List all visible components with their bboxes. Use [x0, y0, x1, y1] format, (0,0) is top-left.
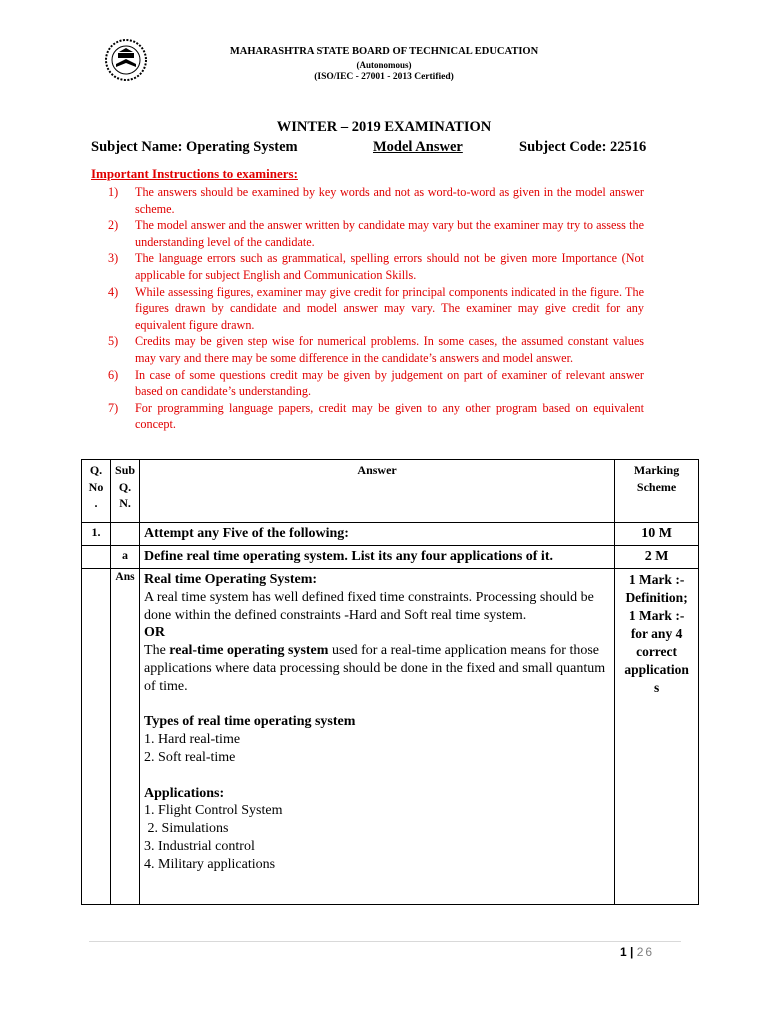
instruction-text: Credits may be given step wise for numerical problems. In some cases, the assumed constant values may vary and there may be some difference in the candidate’s answers and model answer. [135, 334, 644, 365]
answer-title: Real time Operating System: [144, 572, 318, 587]
answer-paragraph [144, 642, 610, 695]
header-sub-q: Sub Q. N. [111, 460, 140, 523]
header-answer: Answer [140, 460, 615, 523]
question-marks: 10 M [615, 523, 699, 546]
marking-line: 1 Mark :- [628, 608, 685, 623]
list-item: 1. Hard real-time [144, 732, 241, 748]
instruction-number: 5) [108, 334, 119, 349]
paragraph-text: The [144, 643, 170, 659]
marking-line: 1 Mark :- [628, 572, 685, 587]
marking-line: application [624, 662, 689, 677]
instruction-item [108, 250, 644, 283]
empty-cell [82, 546, 111, 569]
question-number: 1. [82, 523, 111, 546]
instruction-number: 1) [108, 185, 119, 199]
marking-scheme-content [615, 569, 699, 905]
instruction-text: The answers should be examined by key words and not as word-to-word as given in the model answer scheme. [135, 185, 644, 216]
instruction-item [108, 333, 644, 366]
paragraph-text: used for a real-time application means for those applications where data processing should be done in the fixed and small quantum of time. [144, 643, 606, 694]
instruction-text: In case of some questions credit may be given by judgement on part of examiner of relevant answer based on candidate’s understanding. [135, 367, 644, 399]
table-row [82, 569, 699, 905]
total-pages: 26 [636, 945, 655, 959]
instruction-number: 4) [108, 284, 119, 299]
paragraph-emphasis: real-time operating system [169, 643, 329, 659]
question-text: Attempt any Five of the following: [140, 523, 615, 546]
answer-content [140, 569, 615, 905]
footer-divider [89, 941, 681, 942]
answer-paragraph: A real time system has well defined fixed time constraints. Processing should be done within the defined constraints -Hard and Soft real time system. [144, 589, 594, 623]
sub-question-marks: 2 M [615, 546, 699, 569]
instruction-item [108, 217, 644, 250]
page-separator: | [630, 945, 634, 959]
exam-title: WINTER – 2019 EXAMINATION [276, 119, 492, 135]
sub-question-label: a [111, 546, 140, 569]
instruction-text: The model answer and the answer written by candidate may vary but the examiner may try to assess the understanding level of the candidate. [135, 218, 644, 249]
instructions-list [108, 184, 644, 433]
instruction-text: The language errors such as grammatical, spelling errors should not be given more Importance (Not applicable for subject English and Communication Skills. [135, 251, 644, 282]
autonomous-label: (Autonomous) [356, 60, 412, 70]
list-item: 3. Industrial control [144, 838, 255, 854]
instruction-number: 3) [108, 251, 119, 266]
instruction-item [108, 367, 644, 400]
marking-line: s [653, 680, 660, 695]
answer-table [81, 459, 699, 905]
header-marking-scheme: Marking Scheme [615, 460, 699, 523]
instruction-item [108, 400, 644, 433]
applications-title: Applications: [144, 785, 225, 801]
header-q-no: Q. No . [82, 460, 111, 523]
board-name: MAHARASHTRA STATE BOARD OF TECHNICAL EDUCATION [229, 46, 539, 57]
instruction-text: For programming language papers, credit may be given to any other program based on equivalent concept. [135, 400, 644, 432]
instructions-title: Important Instructions to examiners: [91, 166, 298, 181]
list-item: 2. Simulations [144, 821, 229, 837]
list-item: 2. Soft real-time [144, 749, 236, 765]
instruction-number: 7) [108, 400, 119, 415]
subject-code: Subject Code: 22516 [519, 139, 647, 155]
or-separator: OR [144, 625, 166, 641]
instruction-text: While assessing figures, examiner may give credit for principal components indicated in the figure. The figures drawn by candidate and model answer may vary. The examiner may give credit for any equivalent figure drawn. [135, 284, 644, 332]
page-number [620, 945, 654, 959]
model-answer-label: Model Answer [373, 139, 463, 155]
current-page: 1 [620, 945, 627, 959]
empty-cell [82, 569, 111, 905]
marking-line: Definition; [625, 590, 688, 605]
instruction-item [108, 284, 644, 334]
table-row [82, 546, 699, 569]
table-row [82, 523, 699, 546]
table-header-row [82, 460, 699, 523]
certification-label: (ISO/IEC - 27001 - 2013 Certified) [314, 72, 454, 82]
sub-question-text: Define real time operating system. List its any four applications of it. [140, 546, 615, 569]
answer-label: Ans [111, 569, 140, 905]
empty-cell [111, 523, 140, 546]
instruction-number: 6) [108, 367, 119, 382]
marking-line: for any 4 [630, 626, 683, 641]
instruction-item [108, 184, 644, 217]
types-title: Types of real time operating system [144, 714, 356, 730]
list-item: 1. Flight Control System [144, 803, 283, 819]
instruction-number: 2) [108, 218, 119, 233]
list-item: 4. Military applications [144, 856, 276, 872]
marking-line: correct [636, 644, 678, 659]
subject-name: Subject Name: Operating System [91, 139, 298, 155]
